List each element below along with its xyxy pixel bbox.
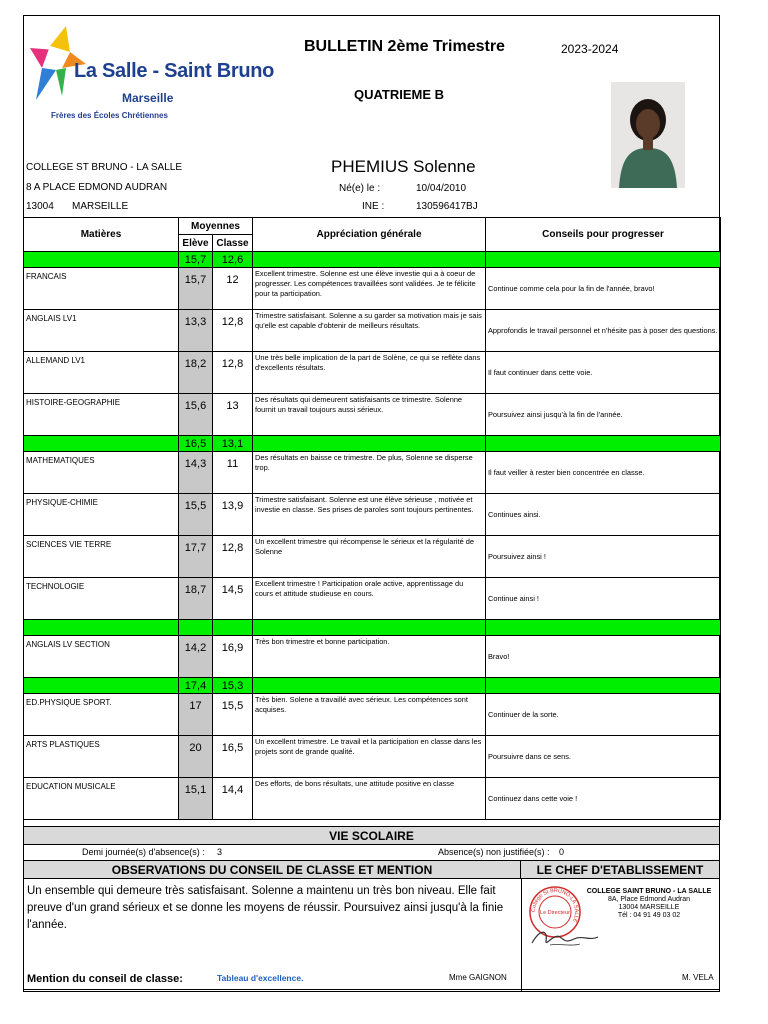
logo-line-2: Marseille [122,91,174,105]
subject-name: ARTS PLASTIQUES [24,736,179,778]
group-class-avg: 15,3 [213,678,253,694]
school-logo [26,24,276,124]
group-empty [486,620,721,636]
general-comment: Des résultats en baisse ce trimestre. De plus, Solenne se disperse trop. [253,452,486,494]
general-comment: Très bien. Solene a travaillé avec sérieux. Les compétences sont acquises. [253,694,486,736]
ine-label: INE : [362,201,385,212]
student-average: 17,7 [179,536,213,578]
birth-date: 10/04/2010 [416,183,467,194]
subject-name: ALLEMAND LV1 [24,352,179,394]
stamp-center-text: Le Directeur [540,910,570,916]
general-comment: Des résultats qui demeurent satisfaisants ce trimestre. Solenne fournit un travail toujours aussi sérieux. [253,394,486,436]
general-comment: Des efforts, de bons résultats, une attitude positive en classe [253,778,486,820]
half-days-label: Demi journée(s) d'absence(s) : [82,847,205,857]
class-average: 12,8 [213,310,253,352]
main-teacher: Mme GAIGNON [449,973,507,982]
student-average: 15,7 [179,268,213,310]
school-name: COLLEGE ST BRUNO - LA SALLE [26,162,182,173]
vie-scolaire-title: VIE SCOLAIRE [24,827,719,845]
progress-advice: Continue ainsi ! [486,578,721,620]
student-average: 14,3 [179,452,213,494]
class-average: 12 [213,268,253,310]
table-row [24,394,721,436]
header-subject: Matières [24,218,179,252]
group-class-avg: 12,6 [213,252,253,268]
group-student-avg: 15,7 [179,252,213,268]
unjustified-label: Absence(s) non justifiée(s) : [438,847,550,857]
group-average-row [24,678,721,694]
class-average: 16,5 [213,736,253,778]
stamp-line-1: COLLEGE SAINT BRUNO - LA SALLE [586,888,712,895]
class-average: 11 [213,452,253,494]
student-average: 14,2 [179,636,213,678]
student-photo [611,82,685,188]
ine-number: 130596417BJ [416,201,478,212]
group-empty [486,436,721,452]
class-name: QUATRIEME B [354,87,445,102]
table-row [24,494,721,536]
class-average: 12,8 [213,352,253,394]
class-average: 13 [213,394,253,436]
general-comment: Très bon trimestre et bonne participation. [253,636,486,678]
observations-section [24,861,719,991]
group-empty [253,678,486,694]
class-average: 16,9 [213,636,253,678]
class-average: 15,5 [213,694,253,736]
progress-advice: Il faut veiller à rester bien concentrée en classe. [486,452,721,494]
student-name: PHEMIUS Solenne [331,157,476,176]
header-student-avg: Elève [179,235,213,252]
progress-advice: Continue comme cela pour la fin de l'année, bravo! [486,268,721,310]
general-comment: Un excellent trimestre. Le travail et la participation en classe dans les projets sont de grande qualité. [253,736,486,778]
progress-advice: Continuer de la sorte. [486,694,721,736]
school-address: 8 A PLACE EDMOND AUDRAN [26,182,168,193]
subject-name: MATHEMATIQUES [24,452,179,494]
grades-table [23,217,721,820]
stamp-address [584,888,714,920]
observations-title: OBSERVATIONS DU CONSEIL DE CLASSE ET MENTION [24,861,521,879]
student-average: 17 [179,694,213,736]
general-comment: Un excellent trimestre qui récompense le sérieux et la régularité de Solenne [253,536,486,578]
group-empty [253,436,486,452]
stamp-line-2: 8A, Place Edmond Audran [607,896,691,903]
group-class-avg [213,620,253,636]
general-comment: Excellent trimestre ! Participation orale active, apprentissage du cours et attitude studieuse en cours. [253,578,486,620]
progress-advice: Continuez dans cette voie ! [486,778,721,820]
group-student-avg: 16,5 [179,436,213,452]
class-average: 13,9 [213,494,253,536]
header-averages: Moyennes [179,218,253,235]
report-title: BULLETIN 2ème Trimestre [304,38,505,55]
general-comment: Excellent trimestre. Solenne est une élève investie qui a à coeur de progresser. Les compétences travaillées sont validées. Je te félicite pour ta participation. [253,268,486,310]
group-empty [253,620,486,636]
group-label [24,620,179,636]
stamp-ring-text: Collège St BRUNO-LA SALLE [530,887,580,924]
subject-name: FRANCAIS [24,268,179,310]
class-average: 14,5 [213,578,253,620]
general-comment: Trimestre satisfaisant. Solenne est une élève sérieuse , motivée et investie en classe. Ses prises de paroles sont toujours pertinentes. [253,494,486,536]
unjustified-value: 0 [559,847,565,857]
group-average-row [24,620,721,636]
subject-name: ANGLAIS LV1 [24,310,179,352]
group-label [24,678,179,694]
progress-advice: Poursuivre dans ce sens. [486,736,721,778]
group-empty [253,252,486,268]
chef-name: M. VELA [682,973,714,982]
logo-line-3: Frères des Écoles Chrétiennes [51,111,168,120]
subject-name: EDUCATION MUSICALE [24,778,179,820]
stamp-line-3: 13004 MARSEILLE [618,904,680,911]
logo-line-1: La Salle - Saint Bruno [74,60,275,82]
signature-icon [530,925,600,949]
school-postcode: 13004 [26,201,54,212]
class-average: 12,8 [213,536,253,578]
student-average: 20 [179,736,213,778]
group-student-avg: 17,4 [179,678,213,694]
header-comment: Appréciation générale [253,218,486,252]
table-row [24,268,721,310]
subject-name: HISTOIRE-GEOGRAPHIE [24,394,179,436]
group-label [24,436,179,452]
absence-row [24,845,719,861]
table-row [24,536,721,578]
chef-title: LE CHEF D'ETABLISSEMENT [521,861,719,879]
group-label [24,252,179,268]
student-average: 15,6 [179,394,213,436]
student-average: 13,3 [179,310,213,352]
vie-scolaire-section [23,826,720,992]
group-empty [486,252,721,268]
subject-name: TECHNOLOGIE [24,578,179,620]
student-average: 15,5 [179,494,213,536]
progress-advice: Poursuivez ainsi ! [486,536,721,578]
school-year: 2023-2024 [561,42,619,56]
progress-advice: Approfondis le travail personnel et n'hésite pas à poser des questions. [486,310,721,352]
student-average: 18,7 [179,578,213,620]
general-comment: Trimestre satisfaisant. Solenne a su garder sa motivation mais je sais qu'elle est capable d'obtenir de meilleurs résultats. [253,310,486,352]
progress-advice: Il faut continuer dans cette voie. [486,352,721,394]
table-row [24,778,721,820]
header-class-avg: Classe [213,235,253,252]
mention-label: Mention du conseil de classe: [27,973,183,985]
subject-name: SCIENCES VIE TERRE [24,536,179,578]
subject-name: ED.PHYSIQUE SPORT. [24,694,179,736]
progress-advice: Continues ainsi. [486,494,721,536]
table-row [24,352,721,394]
header-advice: Conseils pour progresser [486,218,721,252]
report-card [23,15,720,990]
table-row [24,310,721,352]
group-average-row [24,252,721,268]
school-city: MARSEILLE [72,201,129,212]
progress-advice: Poursuivez ainsi jusqu'à la fin de l'année. [486,394,721,436]
table-row [24,636,721,678]
observations-text: Un ensemble qui demeure très satisfaisant. Solenne a maintenu un très bon niveau. Elle fait preuve d'un grand sérieux et se donne les moyens de réussir. Poursuivez ainsi jusqu'à la finie l'année. [27,885,504,931]
table-row [24,452,721,494]
stamp-line-4: Tél : 04 91 49 03 02 [617,912,681,919]
birth-label: Né(e) le : [339,183,381,194]
group-empty [486,678,721,694]
group-class-avg: 13,1 [213,436,253,452]
subject-name: ANGLAIS LV SECTION [24,636,179,678]
student-average: 18,2 [179,352,213,394]
subject-name: PHYSIQUE-CHIMIE [24,494,179,536]
mention-value: Tableau d'excellence. [217,973,304,983]
table-row [24,694,721,736]
group-student-avg [179,620,213,636]
general-comment: Une très belle implication de la part de Solène, ce qui se reflète dans d'excellents résultats. [253,352,486,394]
class-average: 14,4 [213,778,253,820]
progress-advice: Bravo! [486,636,721,678]
half-days-value: 3 [217,847,223,857]
student-average: 15,1 [179,778,213,820]
group-average-row [24,436,721,452]
table-row [24,578,721,620]
chef-box [521,879,719,991]
table-row [24,736,721,778]
